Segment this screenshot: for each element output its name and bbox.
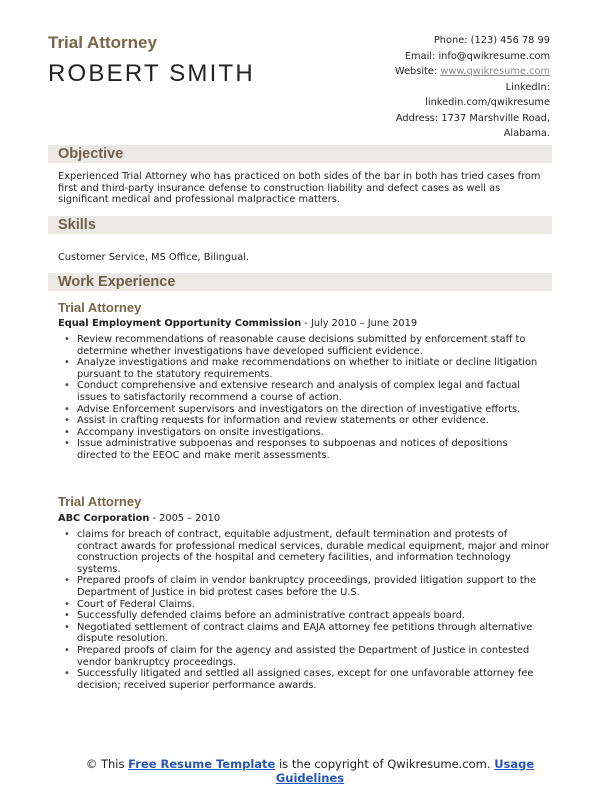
list-item: • Accompany investigators on onsite investigations. xyxy=(64,427,550,439)
objective-text: Experienced Trial Attorney who has practiced on both sides of the bar in both has tried cases from first and third-party insurance defense to construction liability and defect cases as well as significant medical and professional malpractice matters. xyxy=(58,171,541,205)
list-item: • Successfully defended claims before an administrative contract appeals board. xyxy=(64,610,550,622)
job-employer xyxy=(58,513,220,524)
contact-email: Email: info@qwikresume.com xyxy=(404,50,550,62)
free-resume-template-link[interactable]: Free Resume Template xyxy=(128,757,276,771)
list-item: • Issue administrative subpoenas and responses to subpoenas and notices of depositions directed to the EEOC and make merit assessments. xyxy=(64,438,550,461)
employer-name: ABC Corporation xyxy=(58,513,150,524)
list-item: • Review recommendations of reasonable cause decisions submitted by enforcement staff to determine whether investigations have developed sufficient evidence. xyxy=(64,334,550,357)
job-dates: - 2005 – 2010 xyxy=(149,513,221,524)
job-title: Trial Attorney xyxy=(58,300,142,315)
list-item: • Analyze investigations and make recommendations on whether to initiate or decline litigation pursuant to the statutory requirements. xyxy=(64,357,550,380)
contact-block xyxy=(310,33,550,142)
list-item: • claims for breach of contract, equitable adjustment, default termination and protests of contract awards for professional medical services, durable medical equipment, major and minor construction projects of the hospital and cemetery facilities, and information technology systems. xyxy=(64,529,550,575)
skills-section-header xyxy=(48,216,552,234)
job-duties-list xyxy=(64,334,550,462)
contact-website: Website: www.qwikresume.com xyxy=(394,66,550,77)
list-item: • Court of Federal Claims. xyxy=(64,599,550,611)
list-item: • Conduct comprehensive and extensive research and analysis of complex legal and factual issues to satisfactorily recommend a course of action. xyxy=(64,380,550,403)
copyright-footer: © This Free Resume Template is the copyright of Qwikresume.com. Usage Guidelines xyxy=(85,757,535,785)
list-item: • Prepared proofs of claim for the agency and assisted the Department of Justice in contested vendor bankruptcy proceedings. xyxy=(64,645,550,668)
list-item: • Negotiated settlement of contract claims and EAJA attorney fee petitions through alternative dispute resolution. xyxy=(64,622,550,645)
candidate-name: ROBERT SMITH xyxy=(48,60,255,87)
work-heading: Work Experience xyxy=(58,274,176,290)
contact-address-line2: Alabama. xyxy=(503,128,550,139)
usage-guidelines-link[interactable]: Usage Guidelines xyxy=(275,757,535,785)
list-item: • Successfully litigated and settled all assigned cases, except for one unfavorable attorney fee decision; received superior performance awards. xyxy=(64,668,550,691)
contact-phone: Phone: (123) 456 78 99 xyxy=(433,35,550,46)
contact-linkedin-label: LinkedIn: xyxy=(505,81,550,93)
objective-section-header xyxy=(48,145,552,163)
website-link[interactable]: www.qwikresume.com xyxy=(440,66,550,77)
job-duties-list xyxy=(64,529,550,691)
list-item: • Assist in crafting requests for information and review statements or other evidence. xyxy=(64,415,550,427)
job-dates: - July 2010 – June 2019 xyxy=(301,318,418,329)
job-title: Trial Attorney xyxy=(58,494,142,509)
resume-job-title: Trial Attorney xyxy=(48,33,157,52)
list-item: • Prepared proofs of claim in vendor bankruptcy proceedings, provided litigation support to the Department of Justice in bid protest cases before the U.S. xyxy=(64,575,550,598)
contact-address: Address: 1737 Marshville Road, xyxy=(395,112,550,124)
skills-text: Customer Service, MS Office, Bilingual. xyxy=(58,252,250,263)
contact-linkedin: linkedin.com/qwikresume xyxy=(425,97,550,108)
employer-name: Equal Employment Opportunity Commission xyxy=(58,318,302,329)
work-section-header xyxy=(48,273,552,291)
objective-heading: Objective xyxy=(58,146,124,162)
skills-heading: Skills xyxy=(58,217,96,233)
job-employer xyxy=(58,318,417,329)
list-item: • Advise Enforcement supervisors and investigators on the direction of investigative efforts. xyxy=(64,404,550,416)
